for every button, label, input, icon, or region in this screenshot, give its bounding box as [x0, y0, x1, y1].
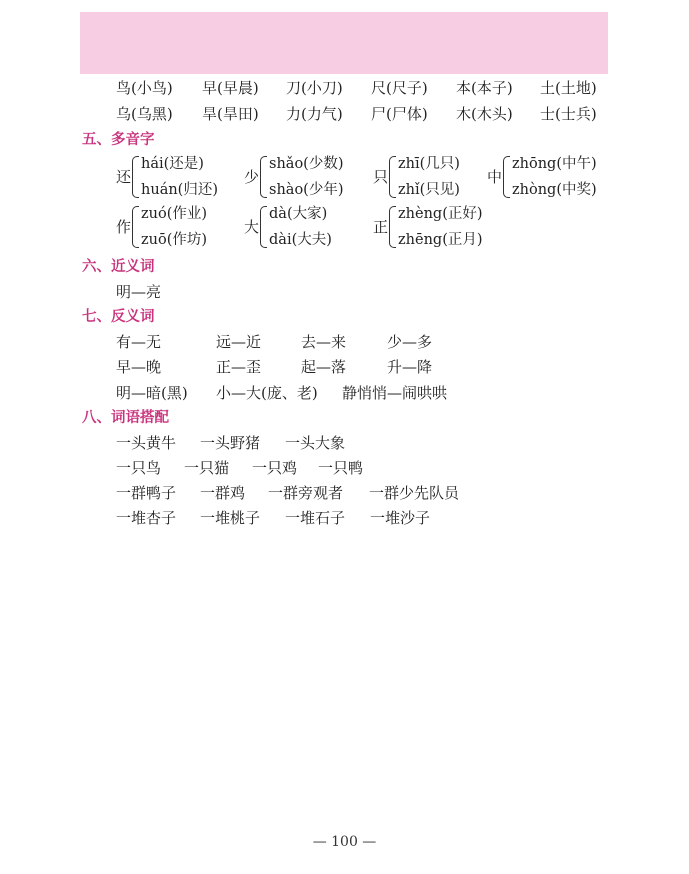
word-row — [116, 104, 597, 124]
polyphone-reading: zhōng(中午) — [512, 156, 597, 172]
word-item: 力(力气) — [286, 105, 343, 123]
polyphone-reading: zhēng(正月) — [398, 232, 483, 248]
polyphone-group — [116, 203, 207, 251]
word-row — [116, 508, 430, 528]
header-banner — [80, 12, 608, 74]
polyphone-char: 还 — [116, 168, 132, 186]
word-item: 刀(小刀) — [286, 79, 343, 97]
word-item: 正—歪 — [216, 358, 262, 376]
word-item: 士(士兵) — [540, 105, 597, 123]
polyphone-reading: zuó(作业) — [141, 206, 208, 222]
word-item: 一头黄牛 — [116, 434, 177, 452]
word-item: 鸟(小鸟) — [116, 79, 173, 97]
brace-icon — [260, 206, 267, 248]
word-item: 乌(乌黑) — [116, 105, 173, 123]
polyphone-reading: zhǐ(只见) — [398, 182, 460, 198]
word-row — [116, 383, 447, 403]
word-item: 一只猫 — [184, 459, 230, 477]
brace-icon — [389, 206, 396, 248]
section-heading: 五、多音字 — [82, 132, 155, 148]
word-row — [116, 483, 459, 503]
polyphone-reading: shǎo(少数) — [269, 156, 344, 172]
word-item: 一群旁观者 — [268, 484, 344, 502]
word-item: 一堆杏子 — [116, 509, 177, 527]
word-item: 一头野猪 — [200, 434, 261, 452]
word-item: 一堆沙子 — [370, 509, 431, 527]
polyphone-group — [373, 153, 460, 201]
word-item: 静悄悄—闹哄哄 — [342, 384, 448, 402]
polyphone-char: 只 — [373, 168, 389, 186]
word-item: 木(木头) — [456, 105, 513, 123]
word-item: 一群少先队员 — [369, 484, 460, 502]
word-item: 本(本子) — [456, 79, 513, 97]
word-row — [116, 332, 432, 352]
word-item: 明—暗(黑) — [116, 384, 188, 402]
polyphone-reading: shào(少年) — [269, 182, 344, 198]
word-item: 早—晚 — [116, 358, 162, 376]
word-item: 一只鸭 — [318, 459, 364, 477]
polyphone-group — [487, 153, 597, 201]
word-item: 早(早晨) — [202, 79, 259, 97]
polyphone-group — [373, 203, 483, 251]
brace-icon — [389, 156, 396, 198]
polyphone-reading: zhòng(中奖) — [512, 182, 597, 198]
section-heading: 七、反义词 — [82, 309, 155, 325]
brace-icon — [132, 156, 139, 198]
word-item: 尸(尸体) — [371, 105, 428, 123]
word-item: 一只鸡 — [252, 459, 298, 477]
word-item: 土(土地) — [540, 79, 597, 97]
polyphone-group — [116, 153, 218, 201]
word-item: 远—近 — [216, 333, 262, 351]
word-row — [116, 282, 161, 302]
word-row — [116, 78, 597, 98]
page-number: — 100 — — [312, 834, 377, 850]
polyphone-char: 作 — [116, 218, 132, 236]
word-item: 旱(旱田) — [202, 105, 259, 123]
brace-icon — [260, 156, 267, 198]
word-row — [116, 357, 432, 377]
word-row — [116, 433, 345, 453]
polyphone-reading: zuō(作坊) — [141, 232, 208, 248]
polyphone-char: 大 — [244, 218, 260, 236]
section-heading: 八、词语搭配 — [82, 410, 169, 426]
polyphone-reading: zhī(几只) — [398, 156, 460, 172]
polyphone-char: 正 — [373, 218, 389, 236]
polyphone-char: 中 — [487, 168, 503, 186]
word-item: 升—降 — [387, 358, 433, 376]
word-item: 明—亮 — [116, 283, 162, 301]
section-heading: 六、近义词 — [82, 259, 155, 275]
polyphone-reading: hái(还是) — [141, 156, 204, 172]
word-item: 小—大(庞、老) — [216, 384, 318, 402]
word-item: 尺(尺子) — [371, 79, 428, 97]
polyphone-reading: zhèng(正好) — [398, 206, 483, 222]
polyphone-group — [244, 203, 332, 251]
polyphone-reading: dà(大家) — [269, 206, 328, 222]
polyphone-group — [244, 153, 343, 201]
polyphone-char: 少 — [244, 168, 260, 186]
brace-icon — [132, 206, 139, 248]
polyphone-reading: huán(归还) — [141, 182, 218, 198]
word-item: 去—来 — [301, 333, 347, 351]
brace-icon — [503, 156, 510, 198]
word-row — [116, 458, 363, 478]
word-item: 一堆桃子 — [200, 509, 261, 527]
word-item: 起—落 — [301, 358, 347, 376]
polyphone-reading: dài(大夫) — [269, 232, 332, 248]
word-item: 一堆石子 — [285, 509, 346, 527]
word-item: 一群鸡 — [200, 484, 246, 502]
word-item: 一群鸭子 — [116, 484, 177, 502]
word-item: 有—无 — [116, 333, 162, 351]
word-item: 少—多 — [387, 333, 433, 351]
word-item: 一头大象 — [285, 434, 346, 452]
word-item: 一只鸟 — [116, 459, 162, 477]
